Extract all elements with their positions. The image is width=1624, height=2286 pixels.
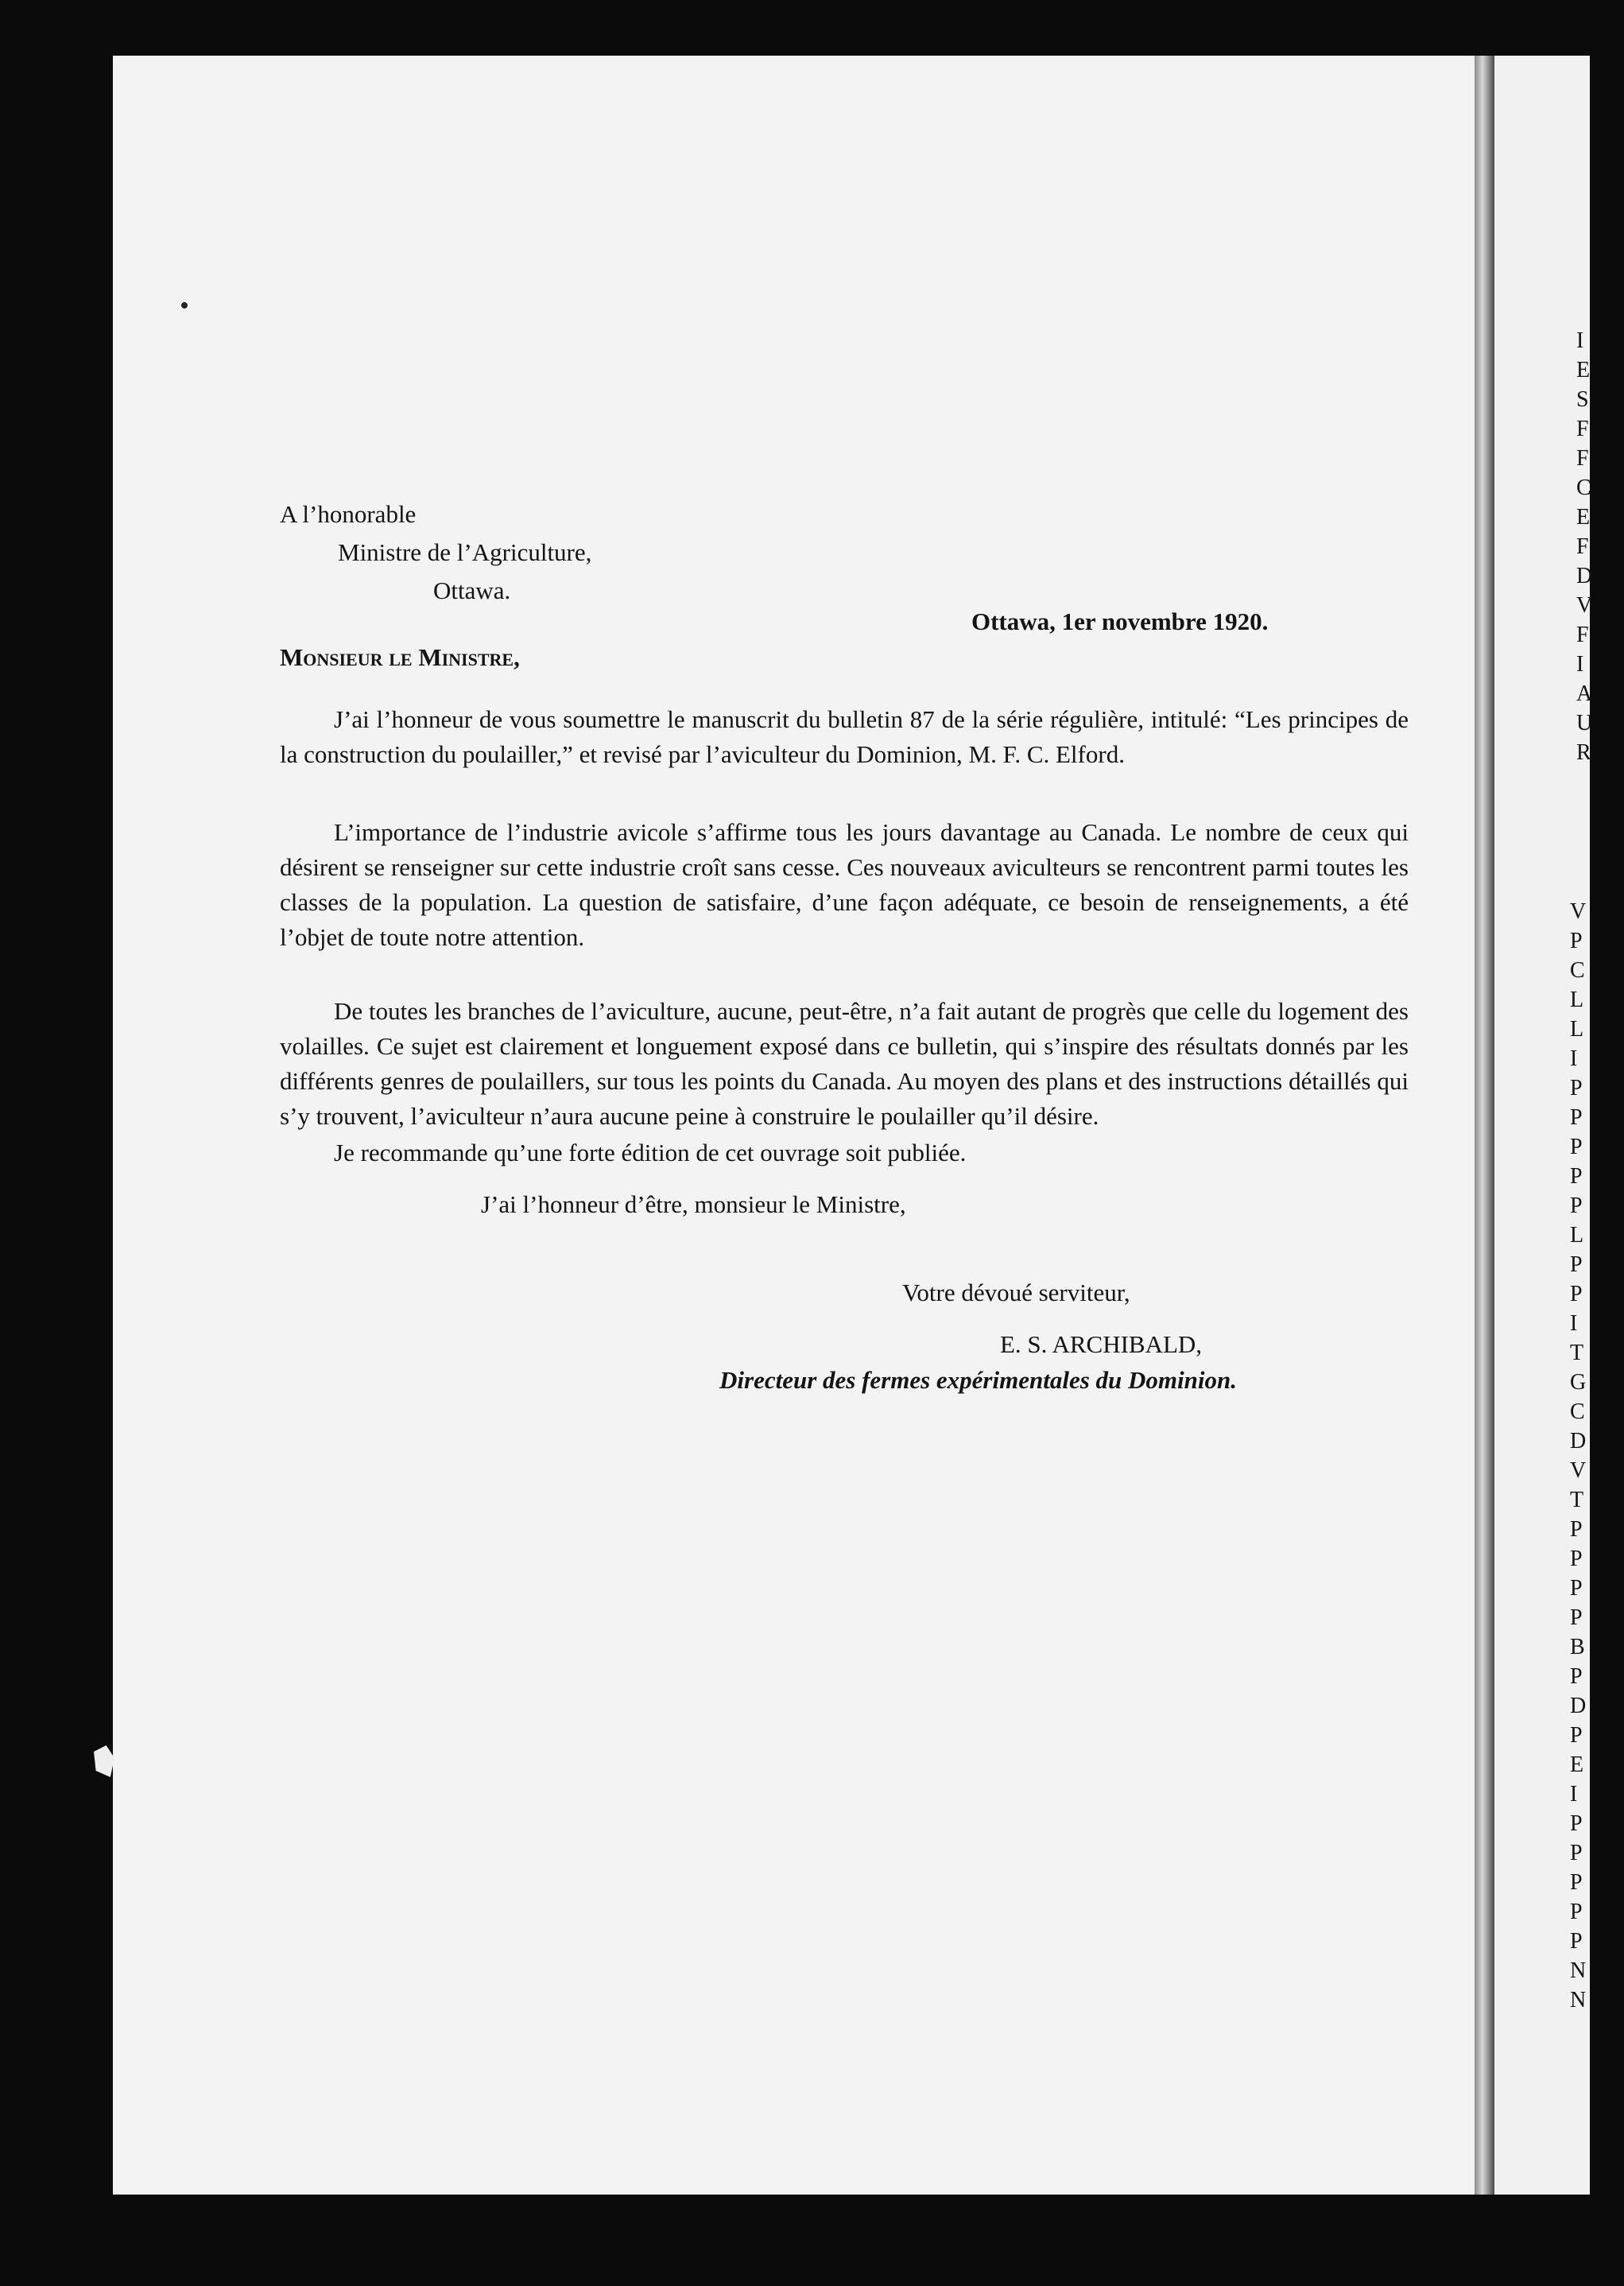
facing-page-fragment: P: [1570, 1517, 1583, 1542]
facing-page-fragment: C: [1576, 475, 1591, 500]
facing-page-fragment: D: [1570, 1429, 1587, 1453]
facing-page-fragment: P: [1570, 1252, 1583, 1277]
facing-page-fragment: I: [1570, 1782, 1578, 1807]
facing-page-fragment: F: [1576, 446, 1589, 471]
facing-page-fragment: I: [1576, 328, 1584, 353]
facing-page-fragment: V: [1570, 1458, 1587, 1483]
facing-page-fragment: E: [1570, 1752, 1584, 1777]
facing-page-fragment: L: [1570, 988, 1584, 1012]
facing-page-fragment: P: [1570, 1193, 1583, 1218]
facing-page-fragment: U: [1576, 711, 1593, 735]
facing-page-fragment: P: [1570, 1547, 1583, 1571]
facing-page-fragment: P: [1570, 1076, 1583, 1100]
facing-page-fragment: B: [1570, 1635, 1585, 1659]
facing-page-fragment: I: [1570, 1046, 1578, 1071]
facing-page-fragment: P: [1570, 1929, 1583, 1954]
facing-page-fragment: P: [1570, 1135, 1583, 1159]
facing-page-fragment: P: [1570, 1164, 1583, 1189]
address-line-1: A l’honorable: [280, 500, 417, 528]
facing-page-fragment: P: [1570, 929, 1583, 953]
facing-page-fragment: N: [1570, 1988, 1587, 2012]
facing-page-fragments-top: [1576, 326, 1624, 767]
facing-page-fragment: P: [1570, 1105, 1583, 1130]
paragraph-1: J’ai l’honneur de vous soumettre le manuscrit du bulletin 87 de la série régulière, intitulé: “Les principes de la construction du poulailler,” et revisé par l’aviculteur du Dominion, M. F. C. Elford.: [280, 705, 1409, 768]
salutation: Monsieur le Ministre,: [280, 643, 520, 671]
dateline: Ottawa, 1er novembre 1920.: [971, 607, 1269, 635]
facing-page-fragment: E: [1576, 358, 1591, 382]
paragraph-2: L’importance de l’industrie avicole s’affirme tous les jours davantage au Canada. Le nombre de ceux qui désirent se renseigner sur cette industrie croît sans cesse. Ces nouveaux aviculteurs se rencontrent parmi toutes les classes de la population. La question de satisfaire, d’une façon adéquate, ce besoin de renseignements, a été l’objet de toute notre attention.: [280, 818, 1409, 951]
speck-mark: [181, 302, 188, 309]
facing-page-fragment: V: [1570, 899, 1587, 924]
facing-page-fragment: R: [1576, 740, 1591, 765]
facing-page-fragment: A: [1576, 681, 1593, 706]
valediction: Votre dévoué serviteur,: [902, 1279, 1130, 1306]
facing-page-fragment: I: [1570, 1311, 1578, 1336]
facing-page-fragment: T: [1570, 1488, 1584, 1512]
facing-page-fragment: D: [1576, 564, 1593, 588]
facing-page-fragment: F: [1576, 417, 1589, 441]
facing-page-fragment: E: [1576, 505, 1591, 530]
facing-page-fragment: L: [1570, 1223, 1584, 1248]
facing-page-fragment: F: [1576, 534, 1589, 559]
signature-name: E. S. ARCHIBALD,: [1000, 1330, 1203, 1358]
facing-page-fragment: N: [1570, 1958, 1587, 1983]
facing-page-fragment: T: [1570, 1341, 1584, 1365]
paragraph-3: De toutes les branches de l’aviculture, aucune, peut-être, n’a fait autant de progrès que celle du logement des volailles. Ce sujet est clairement et longuement exposé dans ce bulletin, qui s’inspire des résultats donnés par les différents genres de poulaillers, sur tous les points du Canada. Au moyen des plans et des instructions détaillés qui s’y trouvent, l’aviculteur n’aura aucune peine à construire le poulailler qu’il désire.: [280, 997, 1409, 1130]
facing-page-fragment: C: [1570, 958, 1585, 983]
facing-page-fragment: P: [1570, 1664, 1583, 1689]
facing-page-fragment: F: [1576, 623, 1589, 647]
page-fold: [1475, 56, 1494, 2195]
facing-page-fragment: G: [1570, 1370, 1587, 1395]
facing-page-fragments-bottom: [1570, 897, 1618, 2015]
facing-page-fragment: P: [1570, 1576, 1583, 1601]
facing-page-fragment: V: [1576, 593, 1593, 618]
paragraph-4: Je recommande qu’une forte édition de cet ouvrage soit publiée.: [334, 1139, 967, 1166]
closing-line: J’ai l’honneur d’être, monsieur le Ministre,: [481, 1190, 906, 1218]
torn-edge: [94, 1745, 114, 1777]
address-line-2: Ministre de l’Agriculture,: [338, 538, 592, 566]
signature-title: Directeur des fermes expérimentales du Dominion.: [719, 1366, 1237, 1394]
facing-page-fragment: C: [1570, 1399, 1585, 1424]
facing-page-fragment: P: [1570, 1811, 1583, 1836]
facing-page-fragment: P: [1570, 1605, 1583, 1630]
address-line-3: Ottawa.: [433, 576, 511, 604]
facing-page-fragment: I: [1576, 652, 1584, 677]
facing-page-fragment: P: [1570, 1282, 1583, 1306]
facing-page-fragment: P: [1570, 1841, 1583, 1865]
facing-page-fragment: S: [1576, 387, 1589, 412]
facing-page-fragment: P: [1570, 1900, 1583, 1924]
facing-page-fragment: L: [1570, 1017, 1584, 1042]
facing-page-fragment: D: [1570, 1694, 1587, 1718]
facing-page-fragment: P: [1570, 1870, 1583, 1895]
facing-page-fragment: P: [1570, 1723, 1583, 1748]
